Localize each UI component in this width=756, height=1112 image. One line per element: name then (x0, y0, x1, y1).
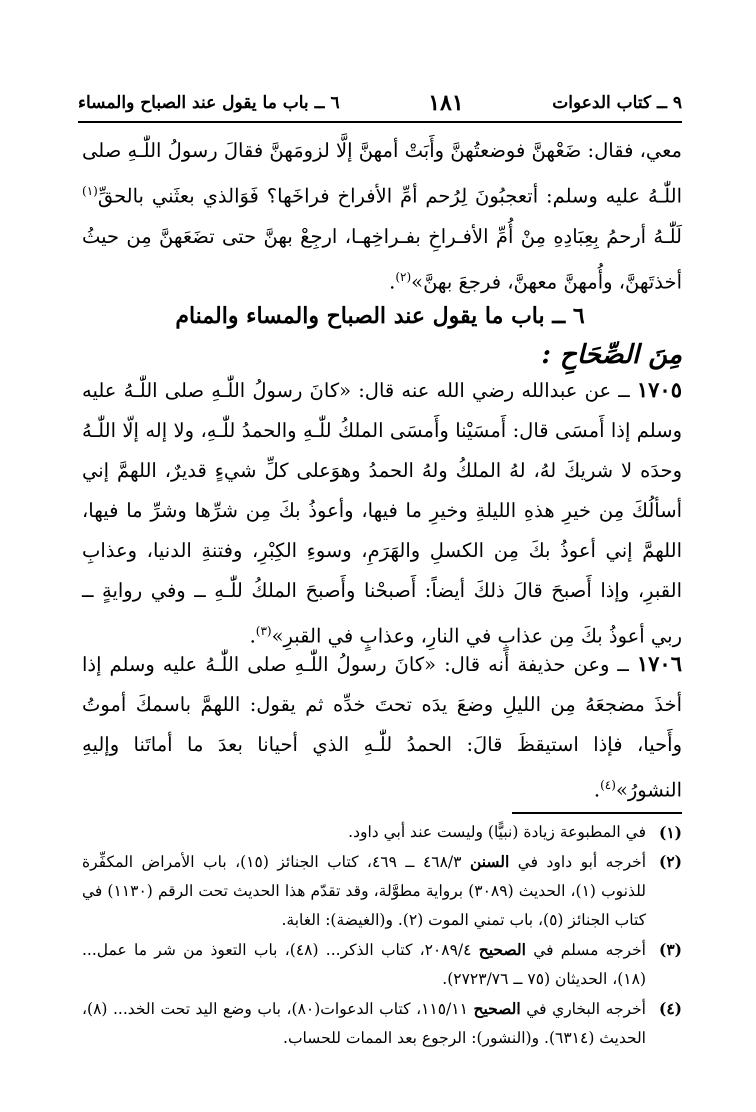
hadith-text: ــ وعن حذيفة أنه قال: «كانَ رسولُ اللّٰـهِ صلى اللّٰـهُ عليه وسلم إذا أخذَ مضجعَهُ مِن الليلِ وضعَ يدَه تحتَ خدِّه ثم يقول: اللهمَّ باسمكَ أموتُ وأَحيا، فإذا استيقظَ قالَ: الحمدُ للّٰـهِ الذي أحيانا بعدَ ما أماتَنا وإليهِ النشورُ» (82, 653, 682, 802)
footnote-number: (١) (658, 823, 682, 842)
footnote (82, 994, 682, 1053)
hadith-1706: ١٧٠٦ ــ وعن حذيفة أنه قال: «كانَ رسولُ اللّٰـهِ صلى اللّٰـهُ عليه وسلم إذا أخذَ مضجعَهُ مِن الليلِ وضعَ يدَه تحتَ خدِّه ثم يقول: اللهمَّ باسمكَ أموتُ وأَحيا، فإذا استيقظَ قالَ: الحمدُ للّٰـهِ الذي أحيانا بعدَ ما أماتَنا وإليهِ النشورُ»$^{(٤)}$. (82, 651, 682, 802)
footnote-text (82, 847, 646, 935)
footnote-number: (٣) (658, 940, 682, 959)
chapter-heading: ٦ ــ باب ما يقول عند الصباح والمساء والمنام (175, 303, 585, 329)
hadith-number: ١٧٠٦ (636, 651, 682, 676)
header-rule (78, 121, 682, 123)
continued-text: معي، فقال: ضَعْهنَّ فوضعتُهنَّ وأَبَتْ أمهنَّ إلَّا لزومَهنَّ فقالَ رسولُ اللّٰـهِ صلى اللّٰـهُ عليه وسلم: أتعجبُونَ لِرُحم أمِّ الأفراخ فراخَها؟ فَوَالذي بعثَني بالحقِّ (82, 139, 682, 208)
footnote-rule (512, 812, 682, 814)
hadith-1705: ١٧٠٥ ــ عن عبدالله رضي الله عنه قال: «كانَ رسولُ اللّٰـهِ صلى اللّٰـهُ عليه وسلم إذا أَمسَى قال: أَمسَيْنا وأَمسَى الملكُ للّٰـهِ والحمدُ للّٰـهِ، ولا إله إلّا اللّٰـهُ وحدَه لا شريكَ لهُ، لهُ الملكُ ولهُ الحمدُ وهوَعلى كلِّ شيءٍ قديرٌ، اللهمَّ إني أسألُكَ مِن خيرِ هذهِ الليلةِ وخيرِ ما فيها، وأعوذُ بكَ مِن شرِّها وشرِّ ما فيها، اللهمَّ إني أعوذُ بكَ مِن الكسلِ والهَرَمِ، وسوءِ الكِبْرِ، وفتنةِ الدنيا، وعذابِ القبرِ، وإذا أَصبحَ قالَ ذلكَ أيضاً: أَصبحْنا وأَصبحَ الملكُ للّٰـهِ ــ وفي روايةٍ ــ ربي أعوذُ بكَ مِن عذابٍ في النارِ، وعذابٍ في القبرِ»$^{(٣)}$. (82, 377, 682, 648)
footnote-number: (٢) (658, 852, 682, 871)
footnote-ref-1: (١) (82, 184, 98, 198)
footnote (82, 818, 682, 847)
footnote-prefix: أخرجه مسلم في (525, 941, 646, 959)
footnote-ref-2: (٢) (395, 269, 412, 284)
footnote-body: ١١٥/١١، كتاب الدعوات(٨٠)، باب وضع اليد تحت الخد... (٨)، الحديث (٦٣١٤). و(النشور): الرجوع بعد الممات للحساب. (82, 1000, 646, 1047)
footnote-source: الصحيح (473, 999, 521, 1018)
footnote-body: ٢٠٨٩/٤، كتاب الذكر... (٤٨)، باب التعوذ من شر ما عمل... (١٨)، الحديثان (٧٥ ــ ٢٧٢٣/٧٦). (82, 941, 646, 988)
footnotes (82, 818, 682, 1053)
footnote-prefix: أخرجه البخاري في (520, 1000, 646, 1018)
footnote-source: السنن (469, 852, 510, 871)
footnote-ref-3: (٣) (255, 624, 272, 638)
hadith-text: ــ عن عبدالله رضي الله عنه قال: «كانَ رسولُ اللّٰـهِ صلى اللّٰـهُ عليه وسلم إذا أَمسَى قال: أَمسَيْنا وأَمسَى الملكُ للّٰـهِ والحمدُ للّٰـهِ، ولا إله إلّا اللّٰـهُ وحدَه لا شريكَ لهُ، لهُ الملكُ ولهُ الحمدُ وهوَعلى كلِّ شيءٍ قديرٌ، اللهمَّ إني أسألُكَ مِن خيرِ هذهِ الليلةِ وخيرِ ما فيها، وأعوذُ بكَ مِن شرِّها وشرِّ ما فيها، اللهمَّ إني أعوذُ بكَ مِن الكسلِ والهَرَمِ، وسوءِ الكِبْرِ، وفتنةِ الدنيا، وعذابِ القبرِ، وإذا أَصبحَ قالَ ذلكَ أيضاً: أَصبحْنا وأَصبحَ الملكُ للّٰـهِ ــ وفي روايةٍ ــ ربي أعوذُ بكَ مِن عذابٍ في النارِ، وعذابٍ في القبرِ» (82, 379, 682, 648)
continued-text-end: لَلّٰـهُ أرحمُ بِعِبَادِهِ مِنْ أُمِّ الأفـراخِ بفـراخِهـا، ارجِعْ بهنَّ حتى تضَعَهنَّ مِن حيثُ أخذتَهنَّ، وأُمهنَّ معهنَّ، فرجعَ بهنَّ» (82, 224, 682, 293)
page-number: ١٨١ (428, 90, 464, 116)
footnote (82, 935, 682, 994)
footnote-number: (٤) (658, 999, 682, 1018)
footnote-source: الصحيح (478, 940, 526, 959)
footnote-text (82, 935, 646, 994)
footnote-ref-4: (٤) (600, 778, 616, 792)
footnote-prefix: أخرجه أبو داود في (509, 853, 647, 871)
continued-paragraph: معي، فقال: ضَعْهنَّ فوضعتُهنَّ وأَبَتْ أمهنَّ إلَّا لزومَهنَّ فقالَ رسولُ اللّٰـهِ صلى اللّٰـهُ عليه وسلم: أتعجبُونَ لِرُحم أمِّ الأفراخ فراخَها؟ فَوَالذي بعثَني بالحقِّ$^{(١)}$ لَلّٰـهُ أرحمُ بِعِبَادِهِ مِنْ أُمِّ الأفـراخِ بفـراخِهـا، ارجِعْ بهنَّ حتى تضَعَهنَّ مِن حيثُ أخذتَهنَّ، وأُمهنَّ معهنَّ، فرجعَ بهنَّ»$^{(٢)}$. (82, 139, 682, 293)
hadith-number: ١٧٠٥ (636, 377, 682, 402)
running-header (78, 86, 682, 120)
footnote-body: ٤٦٨/٣ ــ ٤٦٩، كتاب الجنائز (١٥)، باب الأمراض المكفِّرة للذنوب (١)، الحديث (٣٠٨٩) برواية مطوَّلة، وقد تقدّم هذا الحديث تحت الرقم (١١٣٠) في كتاب الجنائز (٥)، باب تمني الموت (٢). و(الغيضة): الغابة. (82, 853, 646, 929)
source-tag: مِنَ الصِّحَاحِ : (541, 340, 682, 370)
header-chapter-title: ٦ ــ باب ما يقول عند الصباح والمساء (78, 93, 340, 113)
header-book-title: ٩ ــ كتاب الدعوات (552, 93, 682, 113)
footnote (82, 847, 682, 935)
footnote-text: في المطبوعة زيادة (نبيًّا) وليست عند أبي داود. (348, 823, 646, 841)
footnote-text (82, 994, 646, 1053)
